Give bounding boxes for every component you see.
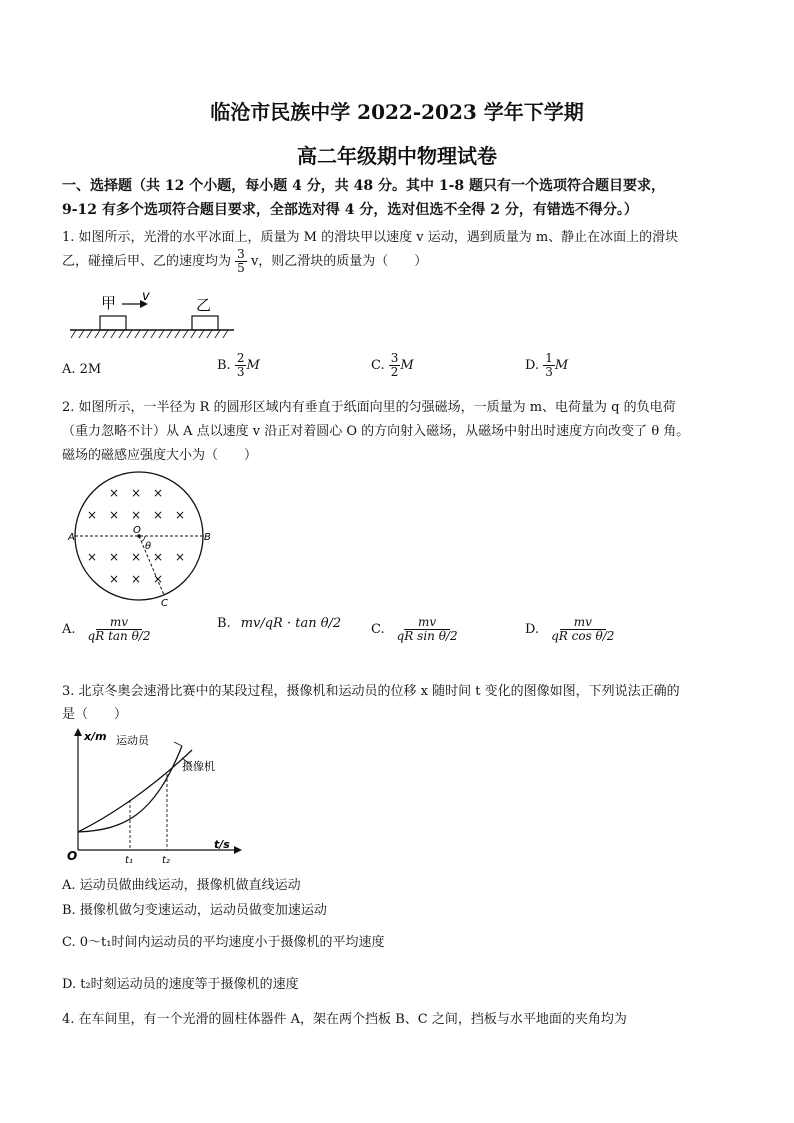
svg-text:×: × [174, 550, 186, 564]
q1-fig-yi: 乙 [196, 296, 212, 314]
q3-label-athlete: 运动员 [116, 734, 149, 747]
q2-radius-oc [139, 536, 164, 595]
q1-figure [68, 286, 238, 346]
q3-ylabel: x/m [84, 730, 107, 743]
page-subtitle: 高二年级期中物理试卷 [297, 144, 497, 168]
q3-stem-line2: 是（ ） [62, 707, 128, 722]
svg-text:×: × [152, 572, 164, 586]
svg-text:×: × [130, 508, 142, 522]
q4-stem-line1: 4. 在车间里，有一个光滑的圆柱体器件 A，架在两个挡板 B、C 之间，挡板与水平地面的夹角均为 [62, 1012, 627, 1027]
q2-option-c: C. $\frac{mv}{\text{qR sin θ/2}}$ [371, 615, 458, 643]
q1-option-a: A. 2M [62, 362, 102, 377]
q3-option-b: B. 摄像机做匀变速运动，运动员做变加速运动 [62, 903, 327, 918]
q3-option-c: C. 0～t₁时间内运动员的平均速度小于摄像机的平均速度 [62, 935, 385, 950]
svg-text:×: × [130, 486, 142, 500]
q1-stem-post: v，则乙滑块的质量为（ ） [250, 254, 428, 269]
q2-label-theta: θ [145, 541, 152, 552]
svg-text:×: × [86, 550, 98, 564]
q1-fig-jia: 甲 [101, 294, 117, 312]
q3-label-t1: t₁ [125, 855, 133, 866]
svg-text:×: × [86, 508, 98, 522]
q2-stem-line3: 磁场的磁感应强度大小为（ ） [62, 448, 258, 463]
q3-label-t2: t₂ [162, 855, 170, 866]
q2-figure [66, 470, 216, 610]
q1-option-c: C. $\frac{3}{2}$ M [371, 351, 414, 379]
svg-text:×: × [108, 572, 120, 586]
svg-text:×: × [152, 508, 164, 522]
q3-option-d: D. t₂时刻运动员的速度等于摄像机的速度 [62, 977, 299, 992]
q3-figure [64, 726, 244, 866]
q2-stem-line1: 2. 如图所示，一半径为 R 的圆形区域内有垂直于纸面向里的匀强磁场，一质量为 m、电荷量为 q 的负电荷 [62, 400, 676, 415]
section-header-line2: 9-12 有多个选项符合题目要求，全部选对得 4 分，选对但选不全得 2 分，有错选不得分。） [62, 202, 638, 218]
q2-label-o: O [133, 525, 141, 536]
svg-text:×: × [108, 550, 120, 564]
q1-stem-line1: 1. 如图所示，光滑的水平冰面上，质量为 M 的滑块甲以速度 v 运动，遇到质量为 m、静止在冰面上的滑块 [62, 230, 679, 245]
q2-stem-line2: （重力忽略不计）从 A 点以速度 v 沿正对着圆心 O 的方向射入磁场，从磁场中射出时速度方向改变了 θ 角。 [62, 424, 690, 439]
svg-text:×: × [108, 486, 120, 500]
section-header-line1: 一、选择题（共 12 个小题，每小题 4 分，共 48 分。其中 1-8 题只有一个选项符合题目要求， [62, 178, 665, 194]
q2-option-d: D. $\frac{mv}{\text{qR cos θ/2}}$ [525, 615, 615, 643]
q2-option-a: A. $\frac{mv}{\text{qR tan θ/2}}$ [62, 615, 151, 643]
q3-xlabel: t/s [214, 838, 230, 851]
q2-option-b: B. mv/qR · tan θ/2 [217, 616, 342, 631]
q1-option-d: D. $\frac{1}{3}$ M [525, 351, 569, 379]
svg-text:×: × [130, 572, 142, 586]
q3-label-camera: 摄像机 [182, 760, 215, 773]
q3-option-a: A. 运动员做曲线运动，摄像机做直线运动 [62, 878, 301, 893]
q1-stem-pre: 乙，碰撞后甲、乙的速度均为 [62, 254, 232, 269]
q1-fraction: $\frac{3}{5}$ [237, 247, 245, 275]
q2-label-c: C [161, 598, 168, 609]
svg-text:×: × [152, 550, 164, 564]
svg-text:×: × [108, 508, 120, 522]
q3-stem-line1: 3. 北京冬奥会速滑比赛中的某段过程，摄像机和运动员的位移 x 随时间 t 变化的图像如图，下列说法正确的 [62, 684, 680, 699]
q1-option-b: B. $\frac{2}{3}$ M [217, 351, 260, 379]
svg-text:×: × [130, 550, 142, 564]
q3-origin: O [67, 849, 78, 863]
q1-fig-v: v [142, 289, 150, 304]
q2-label-a: A [68, 532, 75, 543]
q1-block-jia [100, 316, 126, 330]
page-title: 临沧市民族中学 2022-2023 学年下学期 [210, 100, 584, 124]
q3-athlete-curve [78, 746, 182, 832]
q1-block-yi [192, 316, 218, 330]
q1-stem-line2 [62, 248, 427, 275]
svg-text:×: × [152, 486, 164, 500]
svg-text:×: × [174, 508, 186, 522]
q2-label-b: B [204, 532, 211, 543]
